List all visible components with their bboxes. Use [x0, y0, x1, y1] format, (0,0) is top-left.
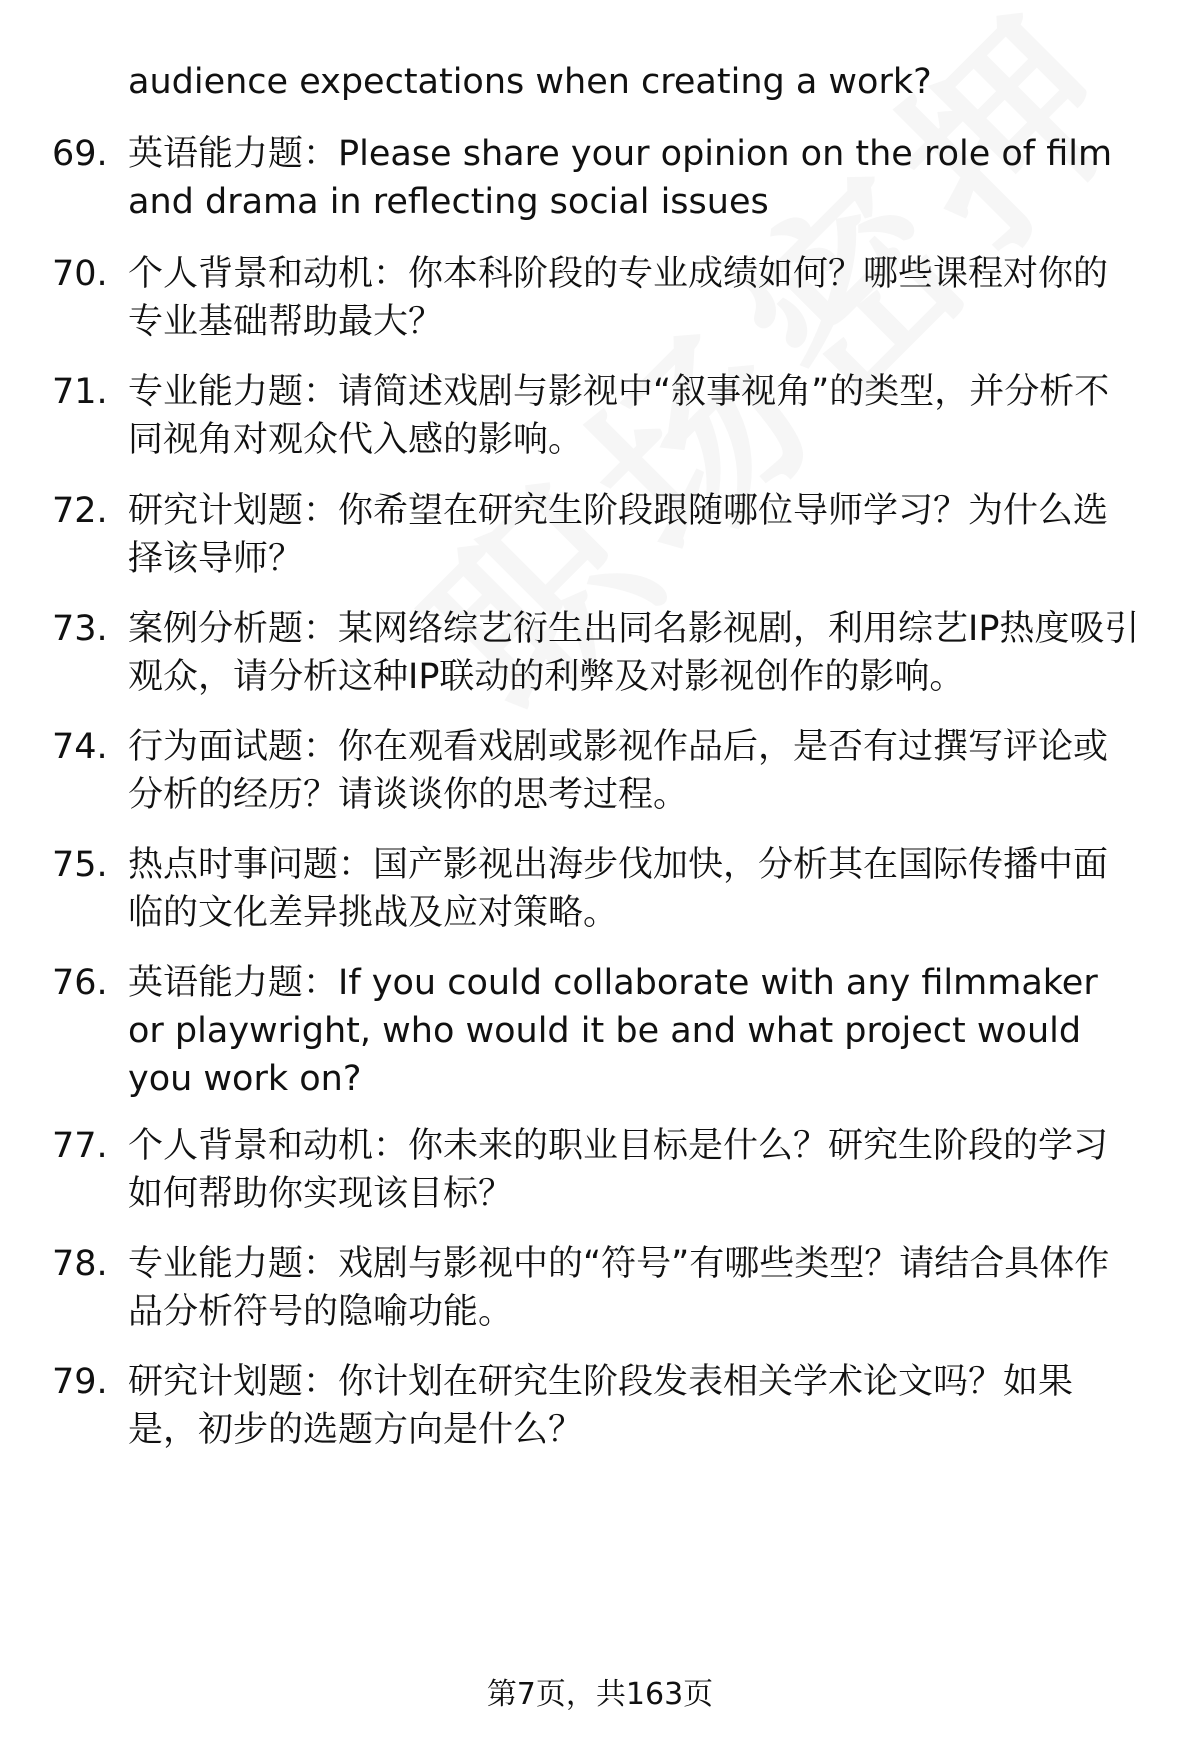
item-number: 71.	[52, 372, 108, 412]
item-text: 行为面试题：你在观看戏剧或影视作品后，是否有过撰写评论或分析的经历？请谈谈你的思考过程。	[128, 727, 1109, 815]
list-item	[52, 250, 1142, 346]
list-item	[52, 368, 1142, 464]
item-text: 英语能力题：If you could collaborate with any filmmaker or playwright, who would it be and what project would you work on?	[128, 963, 1098, 1099]
list-item	[52, 1358, 1142, 1454]
page-footer: 第7页，共163页	[486, 1677, 714, 1712]
item-text: 专业能力题：请简述戏剧与影视中“叙事视角”的类型，并分析不同视角对观众代入感的影响。	[128, 372, 1110, 460]
item-number: 79.	[52, 1362, 108, 1402]
item-number: 69.	[52, 134, 108, 174]
item-number: 76.	[52, 963, 108, 1003]
item-number: 72.	[52, 491, 108, 531]
list-item	[52, 723, 1142, 819]
list-item	[52, 130, 1142, 226]
item-number: 77.	[52, 1126, 108, 1166]
item-text: 研究计划题：你计划在研究生阶段发表相关学术论文吗？如果是，初步的选题方向是什么？	[128, 1362, 1074, 1450]
item-number: 75.	[52, 845, 108, 885]
list-item	[52, 487, 1142, 583]
item-text: 热点时事问题：国产影视出海步伐加快，分析其在国际传播中面临的文化差异挑战及应对策略。	[128, 845, 1109, 933]
item-text: 个人背景和动机：你本科阶段的专业成绩如何？哪些课程对你的专业基础帮助最大？	[128, 254, 1109, 342]
list-item	[52, 605, 1142, 701]
list-item	[52, 1240, 1142, 1336]
item-text: 个人背景和动机：你未来的职业目标是什么？研究生阶段的学习如何帮助你实现该目标？	[128, 1126, 1109, 1214]
item-text: 专业能力题：戏剧与影视中的“符号”有哪些类型？请结合具体作品分析符号的隐喻功能。	[128, 1244, 1110, 1332]
item-number: 74.	[52, 727, 108, 767]
continued-text: audience expectations when creating a work?	[128, 62, 932, 102]
item-number: 78.	[52, 1244, 108, 1284]
item-text: 研究计划题：你希望在研究生阶段跟随哪位导师学习？为什么选择该导师？	[128, 491, 1109, 579]
item-number: 70.	[52, 254, 108, 294]
list-item	[52, 1122, 1142, 1218]
item-number: 73.	[52, 609, 108, 649]
item-text: 英语能力题：Please share your opinion on the role of film and drama in reflecting social issues	[128, 134, 1113, 222]
item-text: 案例分析题：某网络综艺衍生出同名影视剧，利用综艺IP热度吸引观众，请分析这种IP联动的利弊及对影视创作的影响。	[128, 609, 1140, 697]
list-item	[52, 841, 1142, 937]
list-item	[52, 959, 1142, 1103]
